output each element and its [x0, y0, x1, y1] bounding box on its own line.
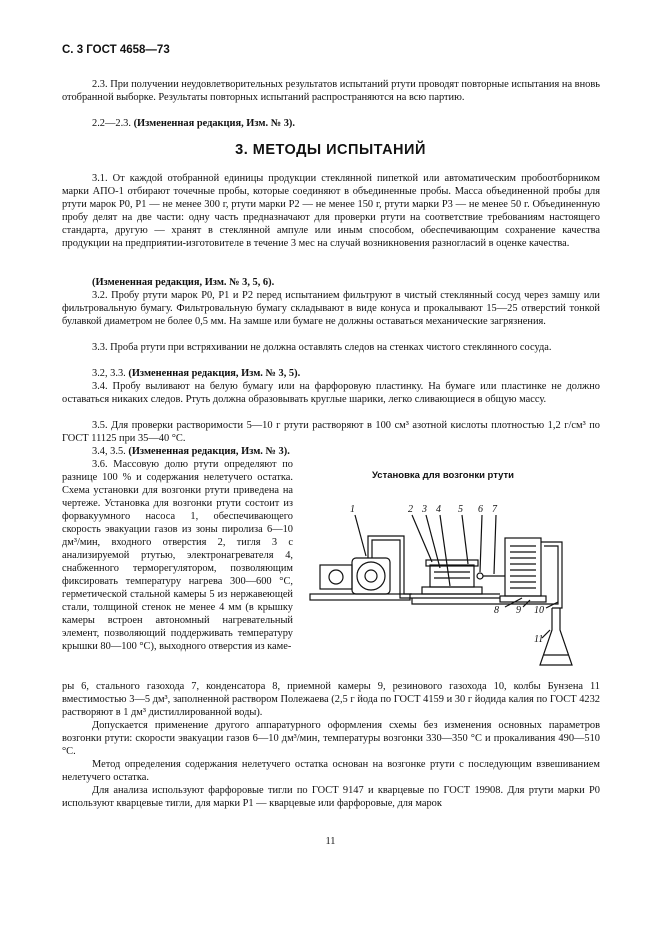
leader-10 — [546, 602, 558, 608]
leader-2 — [412, 515, 432, 562]
label-9: 9 — [516, 605, 521, 616]
vacuum-line — [395, 540, 410, 598]
label-2: 2 — [408, 504, 413, 515]
leader-5 — [462, 515, 468, 564]
paragraph-3-4-5-amendment — [62, 445, 600, 458]
sublimation-apparatus-figure — [300, 490, 610, 680]
page-number: 11 — [325, 836, 336, 847]
heater-base — [422, 587, 482, 594]
paragraph-3-6-column: 3.6. Массовую долю ртути определяют по разнице 100 % и содержания нелетучего остатка. Схема установки для возгонки ртути приведена на чертеже. Установка для возгонки ртути состоит из форвакуумного насоса 1, обеспечивающего скорость эвакуации газов из зоны пиролиза 6—10 дм³/мин, входного отверстия 2, тигля 3 с анализируемой ртутью, электронагревателя 4, снабженного терморегулятором, позволяющим фиксировать температуру нагрева 300—600 °С, герметической стальной камеры 5 из нержавеющей стали, толщиной стенок не менее 4 мм (в крышку камеры встроен автономный нагревательный элемент, позволяющий поддерживать температуру крышки 80—100 °С), выходного отверстия из каме- — [62, 459, 293, 652]
condenser — [505, 538, 541, 596]
amendment-text: (Измененная редакция, Изм. № 3). — [133, 118, 295, 129]
amendment-ref: 2.2—2.3. — [92, 118, 131, 129]
paragraph-3-1: 3.1. От каждой отобранной единицы продукции стеклянной пипеткой или автоматическим пробоотборником марки АПО-1 отбирают точечные пробы, которые соединяют в объединенные пробы. Масса объединенной пробы для ртути марок Р0, Р1 — не менее 300 г, ртути марки Р2 — не менее 150 г, ртути марки Р3 — не менее 50 г. Объединенную пробу делят на две части: одну часть предназначают для проверки ртути на соответствие требованиям настоящего стандарта, другую — хранят в стеклянной ампуле или иным способом, обеспечивающим сохранение качества продукции на предприятии-изготовителе в течение 3 мес на случай возникновения разногласий в оценке качества. — [62, 173, 600, 249]
crucible-lines — [434, 572, 470, 578]
label-5: 5 — [458, 504, 463, 515]
section-title: 3. МЕТОДЫ ИСПЫТАНИЙ — [235, 142, 426, 158]
amendment-ref: 3.4, 3.5. — [92, 446, 126, 457]
label-8: 8 — [494, 605, 499, 616]
paragraph-3-1-amendment: (Измененная редакция, Изм. № 3, 5, 6). — [92, 277, 275, 288]
return-line — [412, 546, 558, 604]
paragraph-3-2-3-amendment — [62, 367, 600, 380]
outlet-port — [477, 573, 483, 579]
condenser-coil — [510, 546, 536, 588]
leader-1 — [355, 515, 366, 556]
amendment-text: (Измененная редакция, Изм. № 3). — [128, 446, 290, 457]
label-11: 11 — [534, 634, 544, 645]
amendment-text: (Измененная редакция, Изм. № 3, 5). — [128, 368, 301, 379]
label-6: 6 — [478, 504, 483, 515]
paragraph-alternative-setup: Допускается применение другого аппаратурного оформления схемы без изменения основных параметров возгонки ртути: скорости эвакуации газов 6—10 дм³/мин, температуры возгонки 330—350 °С и прокаливания 490—510 °С. — [62, 720, 600, 757]
leader-7 — [494, 515, 496, 574]
label-7: 7 — [492, 504, 497, 515]
label-3: 3 — [422, 504, 427, 515]
paragraph-3-5: 3.5. Для проверки растворимости 5—10 г ртути растворяют в 100 см³ азотной кислоты плотностью 1,2 г/см³ по ГОСТ 11125 при 35—40 °С. — [62, 420, 600, 444]
steel-chamber — [430, 565, 474, 587]
paragraph-2-3: 2.3. При получении неудовлетворительных результатов испытаний ртути проводят повторные испытания на вновь отобранной выборке. Результаты повторных испытаний распространяются на всю партию. — [62, 79, 600, 103]
pump-rotor — [357, 562, 385, 590]
vacuum-line-2 — [400, 536, 412, 594]
pump-motor-body — [320, 565, 352, 589]
bunsen-flask — [540, 608, 572, 665]
paragraph-3-3: 3.3. Проба ртути при встряхивании не должна оставлять следов на стенках чистого стеклянного сосуда. — [92, 342, 552, 353]
pump-outlet-pipe-2 — [368, 536, 400, 558]
pump-base — [310, 594, 410, 600]
paragraph-3-2: 3.2. Пробу ртути марок Р0, Р1 и Р2 перед испытанием фильтруют в чистый стеклянный сосуд через замшу или фильтровальную бумагу. Фильтровальную бумагу складывают в виде конуса и прокалывают 15—25 отверстий тонкой булавкой диаметром не более 0,5 мм. На замше или бумаге не должны оставаться механические загрязнения. — [62, 290, 600, 327]
paragraph-3-4: 3.4. Пробу выливают на белую бумагу или на фарфоровую пластинку. На бумаге или пластинке не должно оставаться никаких следов. Ртуть должна образовывать круглые шарики, легко сливающиеся в общую массу. — [62, 381, 600, 405]
paragraph-method: Метод определения содержания нелетучего остатка основан на возгонке ртути с последующим взвешиванием нелетучего остатка. — [62, 759, 600, 783]
rubber-pipe — [541, 542, 562, 608]
amendment-ref: 3.2, 3.3. — [92, 368, 126, 379]
figure-caption: Установка для возгонки ртути — [372, 470, 515, 481]
label-1: 1 — [350, 504, 355, 515]
pump-motor-hub — [329, 570, 343, 584]
leader-4 — [440, 515, 450, 586]
page-header: С. 3 ГОСТ 4658—73 — [62, 44, 170, 56]
pump-outlet-pipe — [372, 540, 395, 558]
pump-rotor-hub — [365, 570, 377, 582]
receiver-base — [500, 596, 546, 602]
paragraph-2-2-amendment — [62, 117, 600, 130]
pump-housing — [352, 558, 390, 594]
paragraph-3-6-continued: ры 6, стального газохода 7, конденсатора 8, приемной камеры 9, резинового газохода 10, колбы Бунзена 11 вместимостью 3—5 дм³, заполненной раствором Полежаева (2,5 г йода по ГОСТ 4159 и 30 г йодида калия по ГОСТ 4232 растворяют в 1 дм³ дистиллированной воды). — [62, 681, 600, 718]
paragraph-analysis: Для анализа используют фарфоровые тигли по ГОСТ 9147 и кварцевые по ГОСТ 19908. Для ртути марки Р0 используют кварцевые тигли, для марки Р1 — кварцевые или фарфоровые, для марок — [62, 785, 600, 809]
label-4: 4 — [436, 504, 441, 515]
label-10: 10 — [534, 605, 544, 616]
leader-6 — [480, 515, 482, 572]
